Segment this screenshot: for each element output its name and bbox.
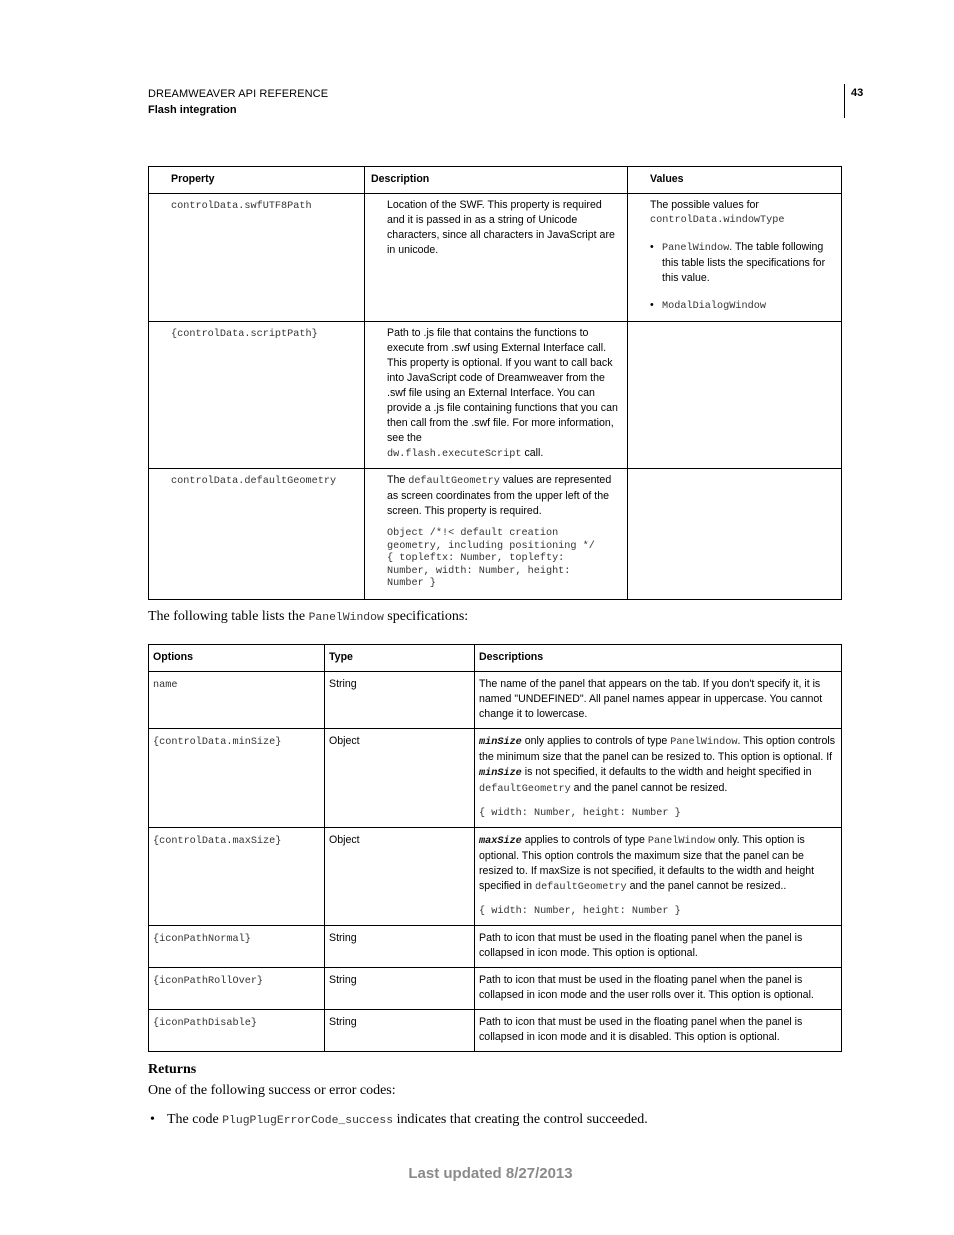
returns-heading: Returns	[148, 1062, 197, 1077]
value-code: ModalDialogWindow	[662, 301, 766, 312]
intro-post: specifications:	[383, 609, 469, 624]
table-row	[149, 1010, 842, 1052]
description-cell	[475, 729, 842, 828]
inline-code: defaultGeometry	[479, 784, 571, 795]
column-header-descriptions: Descriptions	[475, 645, 842, 672]
option-name: {controlData.maxSize}	[153, 836, 282, 847]
section-title: Flash integration	[148, 104, 237, 116]
text-run: and the panel cannot be resized..	[626, 880, 787, 892]
inline-code: minSize	[479, 768, 522, 779]
intro-code: PanelWindow	[308, 612, 384, 624]
text-run: is not specified, it defaults to the width and height specified in	[521, 766, 812, 778]
code-block	[387, 528, 621, 591]
description-text: Location of the SWF. This property is required and it is passed in as a string of Unicode characters, since all characters in JavaScript are in unicode.	[387, 199, 615, 256]
panelwindow-table	[148, 644, 842, 1052]
bullet-marker: •	[150, 1112, 155, 1127]
code-block: { width: Number, height: Number }	[479, 808, 681, 819]
description-cell	[475, 926, 842, 968]
inline-code: minSize	[479, 737, 522, 748]
table-row	[149, 322, 842, 469]
option-cell	[149, 672, 325, 729]
description-text: The name of the panel that appears on the tab. If you don't specify it, it is named "UNDEFINED". All panel names appear in uppercase. You cannot change it to lowercase.	[479, 678, 823, 720]
type-cell	[325, 828, 475, 926]
inline-code: PanelWindow	[670, 737, 738, 748]
column-header-description: Description	[365, 167, 628, 194]
list-item	[650, 240, 835, 286]
intro-paragraph	[148, 609, 468, 625]
table-row	[149, 828, 842, 926]
value-text: . The table following this table lists the specifications for this value.	[662, 241, 826, 284]
inline-code: maxSize	[479, 836, 522, 847]
type-value: String	[329, 678, 357, 690]
description-text: Path to .js file that contains the functions to execute from .swf using External Interface call. This property is optional. If you want to call back into JavaScript code of Dreamweaver from the .swf file using an External Interface. You can provide a .js file containing functions that you can then call from the .swf file. For more information, see the	[387, 327, 618, 444]
values-cell	[628, 194, 842, 322]
description-tail: call.	[521, 447, 544, 459]
inline-code: PanelWindow	[647, 836, 716, 847]
code-line: Object /*!< default creation	[387, 528, 559, 539]
property-name: controlData.defaultGeometry	[171, 476, 337, 487]
table-row	[149, 729, 842, 828]
option-name: {controlData.minSize}	[153, 737, 282, 748]
table-row	[149, 968, 842, 1010]
property-cell	[149, 322, 365, 469]
description-text	[479, 734, 837, 797]
table-row	[149, 672, 842, 729]
header-divider	[844, 84, 845, 118]
document-title: DREAMWEAVER API REFERENCE	[148, 88, 329, 100]
type-cell	[325, 926, 475, 968]
description-text: Path to icon that must be used in the floating panel when the panel is collapsed in icon mode and it is disabled. This option is optional.	[479, 1016, 803, 1043]
option-name: {iconPathRollOver}	[153, 976, 264, 987]
description-cell	[365, 322, 628, 469]
property-name: {controlData.scriptPath}	[171, 329, 318, 340]
column-header-values: Values	[628, 167, 842, 194]
option-name: {iconPathNormal}	[153, 934, 251, 945]
property-cell	[149, 469, 365, 600]
properties-table	[148, 166, 842, 600]
text-run: and the panel cannot be resized.	[570, 782, 728, 794]
table-header-row	[149, 645, 842, 672]
code-block: { width: Number, height: Number }	[479, 906, 681, 917]
property-name: controlData.swfUTF8Path	[171, 201, 312, 212]
description-cell	[475, 968, 842, 1010]
description-code: dw.flash.executeScript	[387, 449, 522, 460]
inline-code: PlugPlugErrorCode_success	[222, 1115, 394, 1127]
code-line: geometry, including positioning */	[387, 540, 595, 552]
text-run: only applies to controls of type	[521, 735, 671, 747]
description-cell	[475, 1010, 842, 1052]
returns-intro: One of the following success or error codes:	[148, 1083, 396, 1098]
description-code: defaultGeometry	[408, 476, 500, 487]
code-line: Number }	[387, 578, 436, 589]
table-row	[149, 926, 842, 968]
description-text	[387, 473, 621, 519]
type-value: Object	[329, 735, 360, 747]
inline-code: defaultGeometry	[534, 882, 627, 893]
property-cell	[149, 194, 365, 322]
text-run: applies to controls of type	[521, 834, 648, 846]
description-text: Path to icon that must be used in the floating panel when the panel is collapsed in icon mode. This option is optional.	[479, 932, 803, 959]
values-code: controlData.windowType	[650, 215, 785, 226]
type-cell	[325, 729, 475, 828]
type-cell	[325, 1010, 475, 1052]
type-value: String	[329, 1016, 357, 1028]
option-cell	[149, 1010, 325, 1052]
option-cell	[149, 926, 325, 968]
description-cell	[475, 672, 842, 729]
code-line: { topleftx: Number, toplefty:	[387, 553, 565, 564]
table-row	[149, 469, 842, 600]
footer-last-updated: Last updated 8/27/2013	[408, 1165, 573, 1182]
description-text	[479, 833, 837, 895]
option-name: name	[153, 680, 178, 691]
description-post: values are represented as screen coordinates from the upper left of the screen. This property is required.	[387, 474, 612, 517]
description-cell	[365, 194, 628, 322]
code-line: Number, width: Number, height:	[387, 565, 571, 577]
text-run: indicates that creating the control succeeded.	[393, 1112, 648, 1127]
list-item	[650, 298, 835, 314]
table-row	[149, 194, 842, 322]
option-name: {iconPathDisable}	[153, 1018, 257, 1029]
value-code: PanelWindow	[662, 243, 730, 254]
type-value: Object	[329, 834, 360, 846]
page-number: 43	[851, 87, 864, 99]
values-intro: The possible values for	[650, 199, 759, 211]
description-pre: The	[387, 474, 409, 486]
option-cell	[149, 968, 325, 1010]
description-cell	[475, 828, 842, 926]
type-value: String	[329, 974, 357, 986]
column-header-type: Type	[325, 645, 475, 672]
type-value: String	[329, 932, 357, 944]
table-header-row	[149, 167, 842, 194]
type-cell	[325, 968, 475, 1010]
option-cell	[149, 729, 325, 828]
text-run: . This option controls the minimum size that the panel can be resized to. This option is optional. If	[479, 735, 836, 763]
description-text: Path to icon that must be used in the floating panel when the panel is collapsed in icon mode and the user rolls over it. This option is optional.	[479, 974, 814, 1001]
type-cell	[325, 672, 475, 729]
option-cell	[149, 828, 325, 926]
column-header-options: Options	[149, 645, 325, 672]
values-cell	[628, 469, 842, 600]
values-cell	[628, 322, 842, 469]
text-run: only. This option is optional. This option controls the maximum size that the panel can be resized to. If maxSize is not specified, it defaults to the width and height specified in	[479, 834, 815, 892]
returns-bullet-text	[167, 1112, 648, 1128]
description-cell	[365, 469, 628, 600]
text-run: The code	[167, 1112, 223, 1127]
intro-pre: The following table lists the	[148, 609, 309, 624]
column-header-property: Property	[149, 167, 365, 194]
